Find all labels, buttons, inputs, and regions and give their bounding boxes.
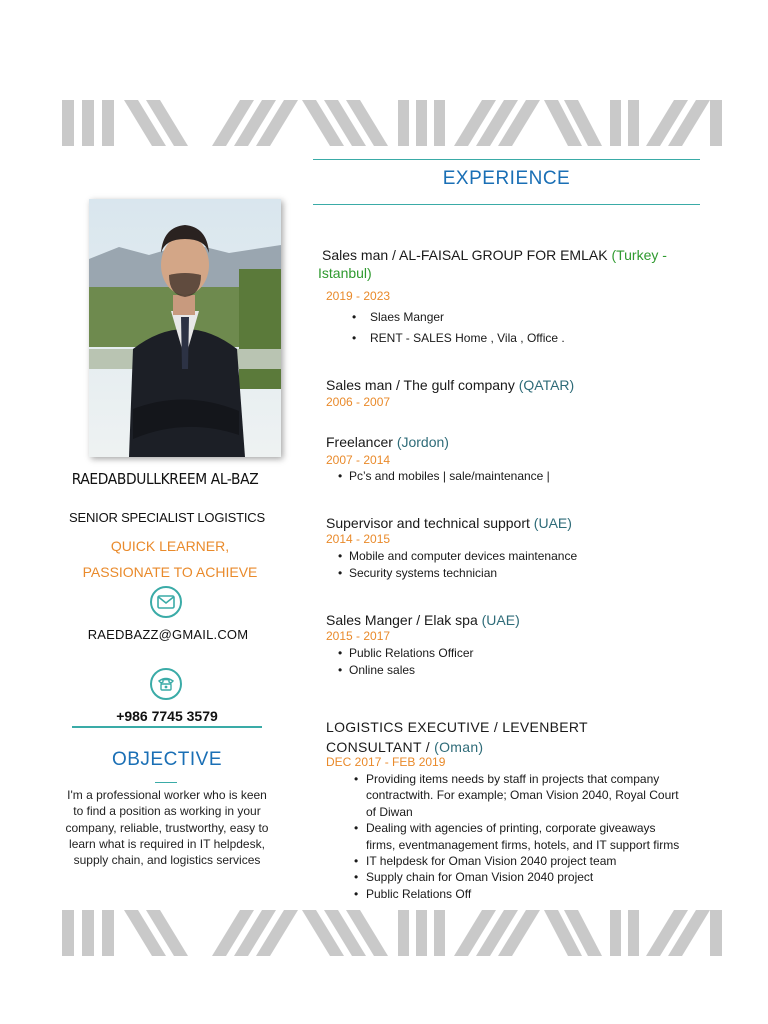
list-item: • Slaes Manger	[348, 309, 565, 326]
objective-text: I'm a professional worker who is keen to find a position as working in your company, reliable, trustworthy, easy to learn what is required in IT helpdesk, supply chain, and logistics services	[65, 788, 269, 868]
job-title-4: Supervisor and technical support (UAE)	[326, 515, 572, 531]
email-link[interactable]: RAEDBAZZ@GMAIL.COM	[87, 627, 249, 642]
job-dates-6: DEC 2017 - FEB 2019	[326, 755, 446, 769]
decorative-band-bottom	[62, 910, 722, 956]
job-dates-4: 2014 - 2015	[326, 532, 391, 546]
list-item: • Dealing with agencies of printing, corporate giveaways firms, eventmanagement firms, hotels, and IT support firms	[338, 820, 684, 853]
objective-divider	[155, 782, 177, 783]
job-title: SENIOR SPECIALIST LOGISTICS	[69, 510, 265, 525]
job-location-2: (QATAR)	[518, 377, 575, 393]
job-title-3: Freelancer (Jordon)	[326, 434, 449, 450]
objective-heading: OBJECTIVE	[111, 749, 223, 770]
candidate-name: RAEDABDULLKREEM AL-BAZ	[71, 470, 259, 488]
job-location-4: (UAE)	[533, 515, 572, 531]
job-bullets-3	[338, 468, 550, 485]
job-location-5: (UAE)	[481, 612, 520, 628]
list-item: • IT helpdesk for Oman Vision 2040 project team	[338, 853, 684, 869]
job-title-1: Sales man / AL-FAISAL GROUP FOR EMLAK (Turkey - Istanbul)	[318, 247, 667, 281]
decorative-band-top	[62, 100, 722, 146]
mail-icon	[150, 586, 182, 618]
list-item: • Public Relations Officer	[338, 645, 474, 662]
profile-photo	[89, 199, 281, 457]
phone-icon	[150, 668, 182, 700]
experience-rule-bottom	[313, 204, 700, 205]
job-bullets-6	[338, 771, 684, 902]
job-dates-5: 2015 - 2017	[326, 629, 391, 643]
experience-rule-top	[313, 159, 700, 160]
job-bullets-4	[338, 548, 577, 582]
experience-heading: EXPERIENCE	[442, 168, 571, 189]
tagline: QUICK LEARNER, PASSIONATE TO ACHIEVE	[82, 538, 258, 580]
job-dates-1: 2019 - 2023	[326, 289, 391, 303]
list-item: • Supply chain for Oman Vision 2040 project	[338, 869, 684, 885]
list-item: • Pc’s and mobiles | sale/maintenance |	[338, 468, 550, 485]
job-title-2: Sales man / The gulf company (QATAR)	[326, 377, 575, 393]
list-item: • Online sales	[338, 662, 474, 679]
job-dates-2: 2006 - 2007	[326, 395, 391, 409]
list-item: • RENT - SALES Home , Vila , Office .	[348, 330, 565, 347]
list-item: • Providing items needs by staff in projects that company contractwith. For example; Oman Vision 2040, Royal Court of Diwan	[338, 771, 684, 820]
phone-number[interactable]: +986 7745 3579	[72, 708, 262, 728]
job-location-6: (Oman)	[434, 739, 484, 755]
job-title-6: LOGISTICS EXECUTIVE / LEVENBERT CONSULTANT / (Oman)	[326, 719, 588, 755]
list-item: • Public Relations Off	[338, 886, 684, 902]
job-title-5: Sales Manger / Elak spa (UAE)	[326, 612, 520, 628]
job-bullets-5	[338, 645, 474, 679]
list-item: • Security systems technician	[338, 565, 577, 582]
job-dates-3: 2007 - 2014	[326, 453, 391, 467]
job-location-1: (Turkey - Istanbul)	[318, 247, 667, 281]
job-location-3: (Jordon)	[396, 434, 449, 450]
list-item: • Mobile and computer devices maintenance	[338, 548, 577, 565]
job-bullets-1	[348, 309, 565, 347]
